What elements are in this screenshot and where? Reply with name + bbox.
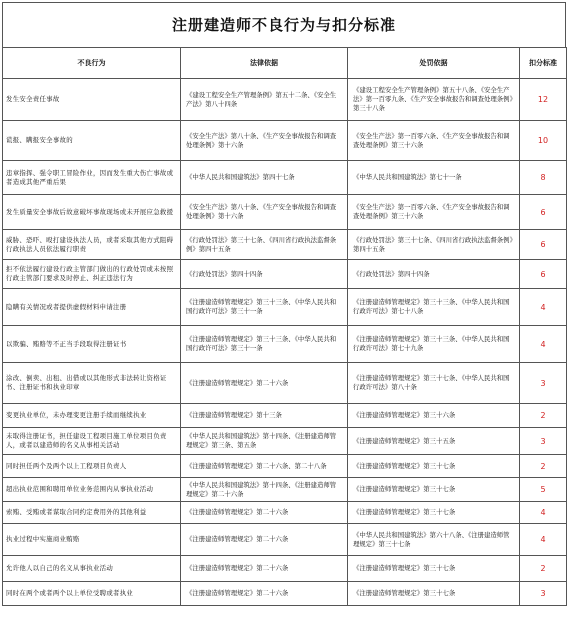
punish-cell: 《注册建造师管理规定》第三十七条 <box>348 455 520 478</box>
header-punish: 处罚依据 <box>348 48 520 79</box>
punish-cell: 《注册建造师管理规定》第三十五条 <box>348 428 520 455</box>
law-cell: 《安全生产法》第八十条、《生产安全事故报告和调查处理条例》第十六条 <box>181 195 348 230</box>
punish-cell: 《安全生产法》第一百零六条、《生产安全事故报告和调查处理条例》第三十六条 <box>348 195 520 230</box>
punish-cell: 《中华人民共和国建筑法》第六十八条、《注册建造师管理规定》第三十七条 <box>348 524 520 556</box>
law-cell: 《中华人民共和国建筑法》第四十七条 <box>181 161 348 195</box>
score-cell: 2 <box>520 556 567 582</box>
law-cell: 《注册建造师管理规定》第三十三条、《中华人民共和国行政许可法》第三十一条 <box>181 289 348 326</box>
table-row <box>3 455 567 478</box>
behavior-cell: 谎报、瞒报安全事故的 <box>3 121 181 161</box>
behavior-cell: 隐瞒有关情况或者提供虚假材料申请注册 <box>3 289 181 326</box>
table-row <box>3 326 567 363</box>
behavior-cell: 涂改、倒卖、出租、出借或以其他形式非法转让资格证书、注册证书和执业印章 <box>3 363 181 404</box>
document-title: 注册建造师不良行为与扣分标准 <box>2 2 566 47</box>
score-cell: 4 <box>520 524 567 556</box>
law-cell: 《中华人民共和国建筑法》第十四条、《注册建造师管理规定》第三条、第五条 <box>181 428 348 455</box>
penalty-table <box>2 47 567 606</box>
table-row <box>3 195 567 230</box>
law-cell: 《注册建造师管理规定》第二十六条、第二十八条 <box>181 455 348 478</box>
law-cell: 《行政处罚法》第三十七条、《四川省行政执法监督条例》第四十五条 <box>181 230 348 260</box>
behavior-cell: 以欺骗、贿赂等不正当手段取得注册证书 <box>3 326 181 363</box>
document-sheet <box>2 2 566 606</box>
punish-cell: 《注册建造师管理规定》第三十七条、《中华人民共和国行政许可法》第八十条 <box>348 363 520 404</box>
score-cell: 4 <box>520 326 567 363</box>
punish-cell: 《注册建造师管理规定》第三十三条、《中华人民共和国行政许可法》第七十八条 <box>348 289 520 326</box>
behavior-cell: 同时担任两个及两个以上工程项目负责人 <box>3 455 181 478</box>
law-cell: 《安全生产法》第八十条、《生产安全事故报告和调查处理条例》第十六条 <box>181 121 348 161</box>
law-cell: 《注册建造师管理规定》第十三条 <box>181 404 348 428</box>
header-score: 扣分标准 <box>520 48 567 79</box>
table-row <box>3 260 567 289</box>
score-cell: 3 <box>520 363 567 404</box>
table-row <box>3 524 567 556</box>
table-row <box>3 161 567 195</box>
behavior-cell: 威胁、恐吓、殴打建设执法人员，或者采取其他方式阻碍行政执法人员依法履行职责 <box>3 230 181 260</box>
punish-cell: 《中华人民共和国建筑法》第七十一条 <box>348 161 520 195</box>
table-row <box>3 556 567 582</box>
punish-cell: 《安全生产法》第一百零六条、《生产安全事故报告和调查处理条例》第三十六条 <box>348 121 520 161</box>
score-cell: 2 <box>520 455 567 478</box>
behavior-cell: 发生安全责任事故 <box>3 79 181 121</box>
law-cell: 《注册建造师管理规定》第二十六条 <box>181 582 348 606</box>
score-cell: 3 <box>520 428 567 455</box>
score-cell: 6 <box>520 260 567 289</box>
score-cell: 10 <box>520 121 567 161</box>
score-cell: 6 <box>520 195 567 230</box>
behavior-cell: 索贿、受贿或者谋取合同约定费用外的其他利益 <box>3 502 181 524</box>
score-cell: 3 <box>520 582 567 606</box>
table-row <box>3 79 567 121</box>
table-row <box>3 478 567 502</box>
header-behavior: 不良行为 <box>3 48 181 79</box>
behavior-cell: 超出执业范围和聘用单位业务范围内从事执业活动 <box>3 478 181 502</box>
behavior-cell: 执业过程中实施商业贿赂 <box>3 524 181 556</box>
table-row <box>3 404 567 428</box>
behavior-cell: 变更执业单位，未办理变更注册手续而继续执业 <box>3 404 181 428</box>
law-cell: 《注册建造师管理规定》第二十六条 <box>181 502 348 524</box>
punish-cell: 《注册建造师管理规定》第三十七条 <box>348 556 520 582</box>
law-cell: 《注册建造师管理规定》第二十六条 <box>181 524 348 556</box>
behavior-cell: 未取得注册证书，担任建设工程项目施工单位项目负责人，或者以建造师的名义从事相关活动 <box>3 428 181 455</box>
punish-cell: 《注册建造师管理规定》第三十七条 <box>348 582 520 606</box>
table-row <box>3 289 567 326</box>
table-row <box>3 428 567 455</box>
law-cell: 《注册建造师管理规定》第二十六条 <box>181 556 348 582</box>
score-cell: 4 <box>520 502 567 524</box>
table-row <box>3 502 567 524</box>
law-cell: 《建设工程安全生产管理条例》第五十二条、《安全生产法》第八十四条 <box>181 79 348 121</box>
punish-cell: 《行政处罚法》第四十四条 <box>348 260 520 289</box>
punish-cell: 《注册建造师管理规定》第三十七条 <box>348 502 520 524</box>
punish-cell: 《行政处罚法》第三十七条、《四川省行政执法监督条例》第四十五条 <box>348 230 520 260</box>
table-row <box>3 230 567 260</box>
table-row <box>3 582 567 606</box>
table-row <box>3 121 567 161</box>
punish-cell: 《注册建造师管理规定》第三十六条 <box>348 404 520 428</box>
law-cell: 《中华人民共和国建筑法》第十四条、《注册建造师管理规定》第二十六条 <box>181 478 348 502</box>
law-cell: 《行政处罚法》第四十四条 <box>181 260 348 289</box>
behavior-cell: 发生质量安全事故后故意破坏事故现场或未开展应急救援 <box>3 195 181 230</box>
behavior-cell: 拒不依法履行建设行政主管部门做出的行政处罚或未按照行政主管部门要求及时停止、纠正违法行为 <box>3 260 181 289</box>
score-cell: 2 <box>520 404 567 428</box>
table-row <box>3 363 567 404</box>
punish-cell: 《建设工程安全生产管理条例》第五十八条、《安全生产法》第一百零九条、《生产安全事故报告和调查处理条例》第三十八条 <box>348 79 520 121</box>
punish-cell: 《注册建造师管理规定》第三十三条、《中华人民共和国行政许可法》第七十九条 <box>348 326 520 363</box>
score-cell: 12 <box>520 79 567 121</box>
score-cell: 4 <box>520 289 567 326</box>
score-cell: 5 <box>520 478 567 502</box>
score-cell: 8 <box>520 161 567 195</box>
law-cell: 《注册建造师管理规定》第二十六条 <box>181 363 348 404</box>
score-cell: 6 <box>520 230 567 260</box>
behavior-cell: 同时在两个或者两个以上单位受聘或者执业 <box>3 582 181 606</box>
header-row <box>3 48 567 79</box>
behavior-cell: 违章指挥、强令职工冒险作业，因而发生重大伤亡事故或者造成其他严重后果 <box>3 161 181 195</box>
punish-cell: 《注册建造师管理规定》第三十七条 <box>348 478 520 502</box>
law-cell: 《注册建造师管理规定》第三十三条、《中华人民共和国行政许可法》第三十一条 <box>181 326 348 363</box>
behavior-cell: 允许他人以自己的名义从事执业活动 <box>3 556 181 582</box>
header-law: 法律依据 <box>181 48 348 79</box>
